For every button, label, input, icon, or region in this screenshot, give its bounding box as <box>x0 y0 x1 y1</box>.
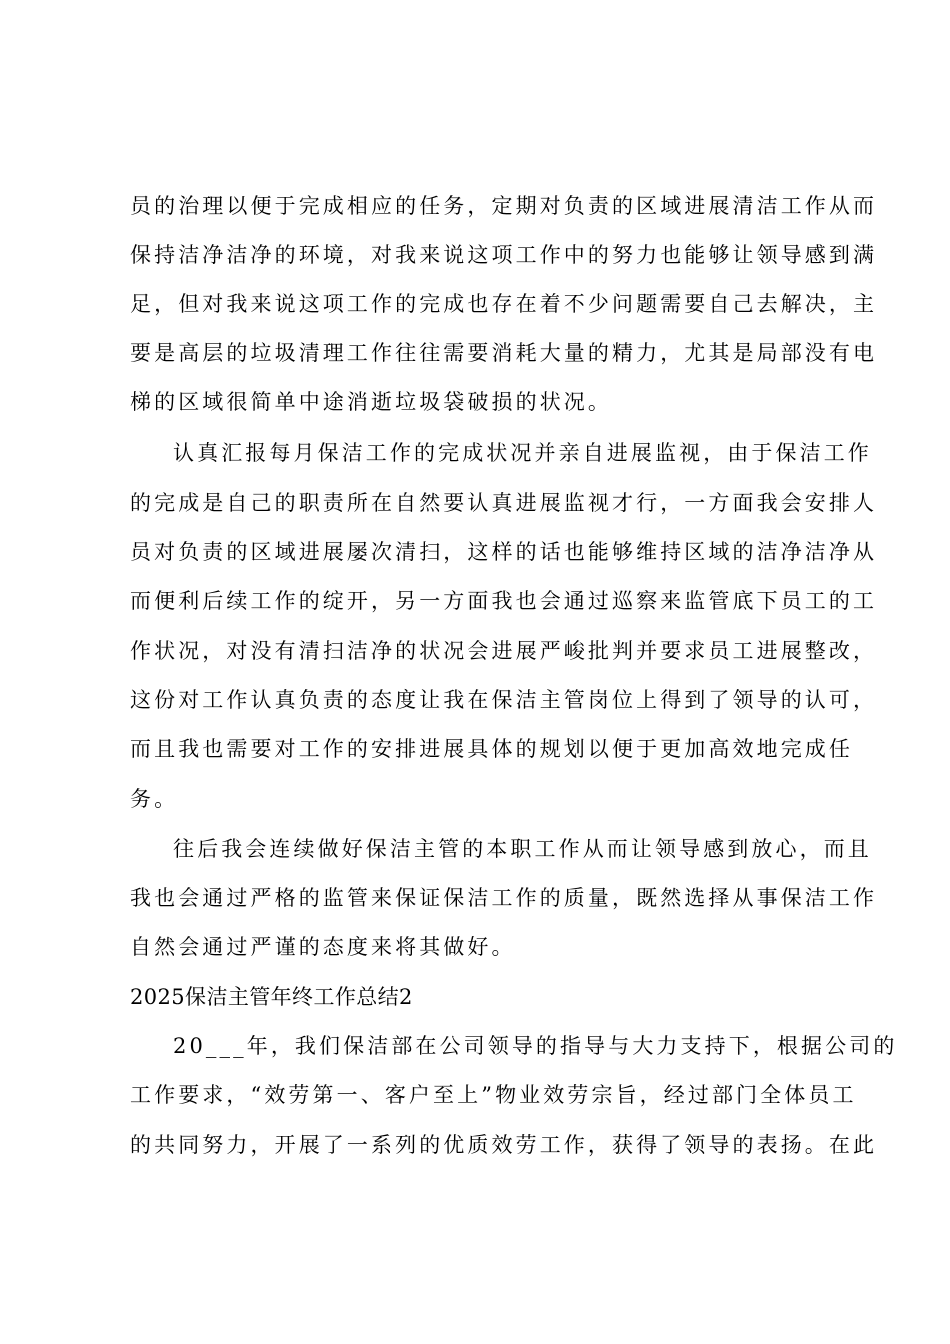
paragraph-1-line-5: 梯的区域很简单中途消逝垃圾袋破损的状况。 <box>130 390 612 414</box>
paragraph-4-line-1: 20___年，我们保洁部在公司领导的指导与大力支持下，根据公司的 <box>173 1034 898 1058</box>
paragraph-2-line-2: 的完成是自己的职责所在自然要认真进展监视才行，一方面我会安排人 <box>130 491 878 515</box>
paragraph-1-line-1: 员的治理以便于完成相应的任务，定期对负责的区域进展清洁工作从而 <box>130 194 878 218</box>
paragraph-2-line-6: 这份对工作认真负责的态度让我在保洁主管岗位上得到了领导的认可， <box>130 688 878 712</box>
paragraph-4-line-3: 的共同努力，开展了一系列的优质效劳工作，获得了领导的表扬。在此 <box>130 1133 878 1157</box>
paragraph-1-line-4: 要是高层的垃圾清理工作往往需要消耗大量的精力，尤其是局部没有电 <box>130 341 878 365</box>
paragraph-1-line-2: 保持洁净洁净的环境，对我来说这项工作中的努力也能够让领导感到满 <box>130 243 878 267</box>
paragraph-3-line-2: 我也会通过严格的监管来保证保洁工作的质量，既然选择从事保洁工作 <box>130 886 878 910</box>
paragraph-1-line-3: 足，但对我来说这项工作的完成也存在着不少问题需要自己去解决，主 <box>130 292 878 316</box>
paragraph-2-line-7: 而且我也需要对工作的安排进展具体的规划以便于更加高效地完成任 <box>130 737 853 761</box>
paragraph-3-line-1: 往后我会连续做好保洁主管的本职工作从而让领导感到放心，而且 <box>173 837 872 861</box>
paragraph-4-line-2: 工作要求，“效劳第一、客户至上”物业效劳宗旨，经过部门全体员工 <box>130 1083 857 1107</box>
paragraph-2-line-4: 而便利后续工作的绽开，另一方面我也会通过巡察来监管底下员工的工 <box>130 589 878 613</box>
paragraph-3-line-3: 自然会通过严谨的态度来将其做好。 <box>130 935 516 959</box>
paragraph-2-line-5: 作状况，对没有清扫洁净的状况会进展严峻批判并要求员工进展整改， <box>130 639 878 663</box>
paragraph-2-line-8: 务。 <box>130 787 179 811</box>
paragraph-2-line-3: 员对负责的区域进展屡次清扫，这样的话也能够维持区域的洁净洁净从 <box>130 540 878 564</box>
section-heading: 2025保洁主管年终工作总结2 <box>130 985 413 1009</box>
paragraph-2-line-1: 认真汇报每月保洁工作的完成状况并亲自进展监视，由于保洁工作 <box>173 441 872 465</box>
